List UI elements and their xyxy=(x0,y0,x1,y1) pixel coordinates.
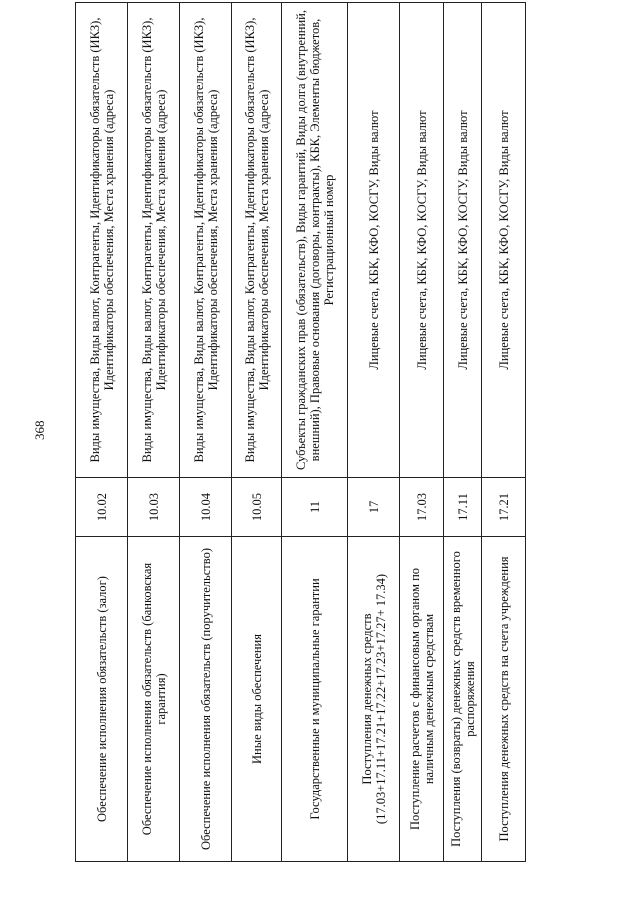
table-row xyxy=(482,3,526,862)
account-code: 17.21 xyxy=(482,478,526,537)
table-row xyxy=(400,3,444,862)
account-name: Государственные и муниципальные гарантии xyxy=(282,537,348,862)
account-name: Поступление расчетов с финансовым органом по наличным денежным средствам xyxy=(400,537,444,862)
table-row xyxy=(232,3,282,862)
analytics-attributes: Лицевые счета, КБК, КФО, КОСГУ, Виды валют xyxy=(444,3,482,478)
account-code: 10.03 xyxy=(128,478,180,537)
account-name: Обеспечение исполнения обязательств (залог) xyxy=(76,537,128,862)
account-code: 10.02 xyxy=(76,478,128,537)
analytics-attributes: Виды имущества, Виды валют, Контрагенты, Идентификаторы обязательств (ИКЗ), Идентификаторы обеспечения, Места хранения (адреса) xyxy=(76,3,128,478)
analytics-attributes: Лицевые счета, КБК, КФО, КОСГУ, Виды валют xyxy=(482,3,526,478)
table-row xyxy=(180,3,232,862)
table-row xyxy=(128,3,180,862)
page-number: 368 xyxy=(32,420,47,440)
account-code: 10.04 xyxy=(180,478,232,537)
account-code: 10.05 xyxy=(232,478,282,537)
table-row xyxy=(444,3,482,862)
analytics-attributes: Виды имущества, Виды валют, Контрагенты, Идентификаторы обязательств (ИКЗ), Идентификаторы обеспечения, Места хранения (адреса) xyxy=(232,3,282,478)
account-code: 17.11 xyxy=(444,478,482,537)
table-row xyxy=(76,3,128,862)
account-name: Поступления денежных средств (17.03+17.11+17.21+17.22+17.23+17.27+ 17.34) xyxy=(348,537,400,862)
analytics-attributes: Виды имущества, Виды валют, Контрагенты, Идентификаторы обязательств (ИКЗ), Идентификаторы обеспечения, Места хранения (адреса) xyxy=(128,3,180,478)
table-row xyxy=(282,3,348,862)
rotated-table-wrapper xyxy=(75,10,525,862)
analytics-attributes: Лицевые счета, КБК, КФО, КОСГУ, Виды валют xyxy=(348,3,400,478)
account-name: Обеспечение исполнения обязательств (поручительство) xyxy=(180,537,232,862)
analytics-attributes: Лицевые счета, КБК, КФО, КОСГУ, Виды валют xyxy=(400,3,444,478)
account-code: 17 xyxy=(348,478,400,537)
accounts-table xyxy=(75,2,526,862)
account-name: Иные виды обеспечения xyxy=(232,537,282,862)
account-code: 11 xyxy=(282,478,348,537)
account-name: Обеспечение исполнения обязательств (банковская гарантия) xyxy=(128,537,180,862)
account-name: Поступления (возвраты) денежных средств временного распоряжения xyxy=(444,537,482,862)
analytics-attributes: Субъекты гражданских прав (обязательств), Виды гарантий, Виды долга (внутренний, внешний), Правовые основания (договоры, контракты), КБК, Элементы бюджетов, Регистрационный номер xyxy=(282,3,348,478)
account-name: Поступления денежных средств на счета учреждения xyxy=(482,537,526,862)
account-code: 17.03 xyxy=(400,478,444,537)
table-row xyxy=(348,3,400,862)
analytics-attributes: Виды имущества, Виды валют, Контрагенты, Идентификаторы обязательств (ИКЗ), Идентификаторы обеспечения, Места хранения (адреса) xyxy=(180,3,232,478)
